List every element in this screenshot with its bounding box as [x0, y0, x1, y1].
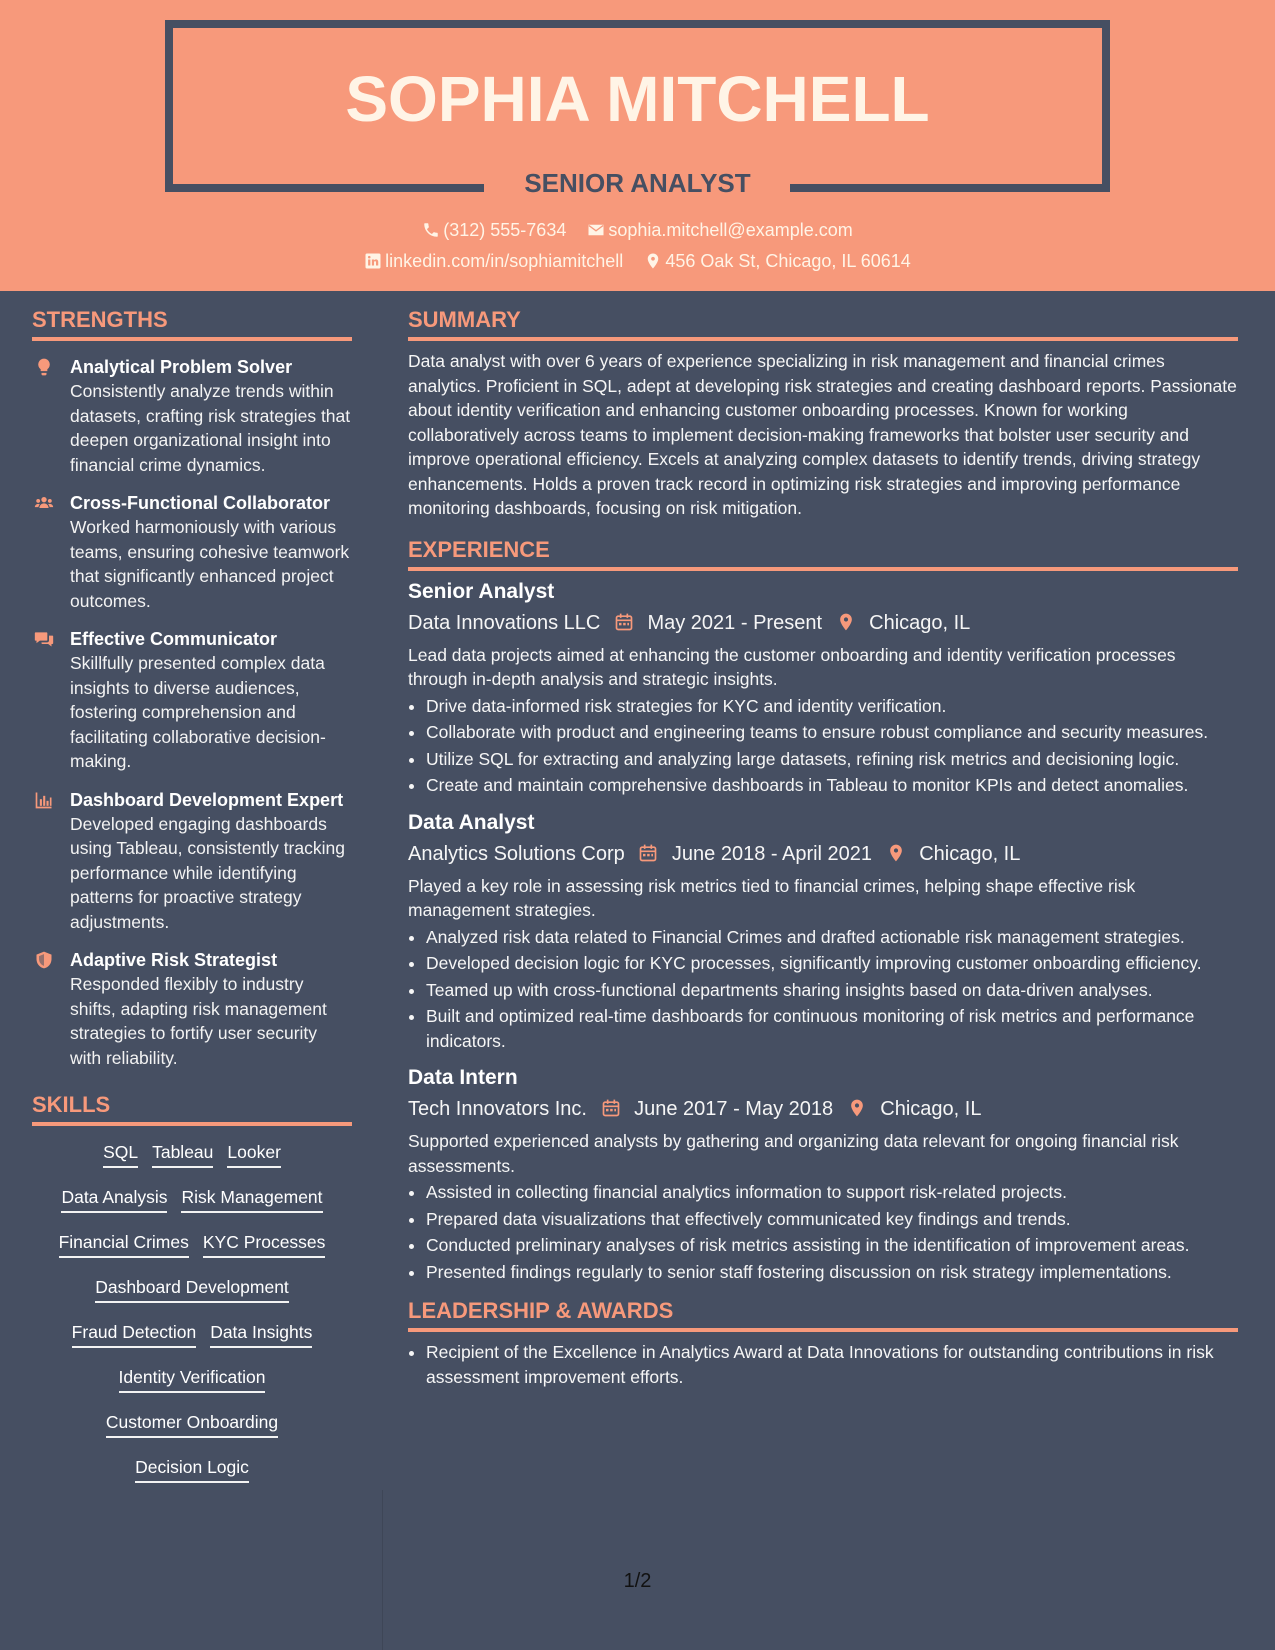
- calendar-icon: [614, 612, 634, 632]
- job-bullets: [408, 1180, 1238, 1284]
- job-description: Lead data projects aimed at enhancing the customer onboarding and identity verification processes through in-depth analysis and strategic insights.: [408, 644, 1176, 689]
- skill-tag: Data Analysis: [61, 1185, 167, 1213]
- summary-heading: SUMMARY: [408, 307, 1238, 341]
- strength-name: Cross-Functional Collaborator: [70, 493, 331, 513]
- skills-heading: SKILLS: [32, 1092, 352, 1126]
- strength-description: Responded flexibly to industry shifts, adapting risk management strategies to fortify user security with reliability.: [70, 974, 327, 1068]
- job-dates: June 2017 - May 2018: [634, 1098, 834, 1120]
- contact-row-2: [0, 251, 1275, 272]
- strength-item: [32, 491, 352, 613]
- calendar-icon: [601, 1098, 621, 1118]
- skill-row: [32, 1140, 352, 1185]
- strength-description: Worked harmoniously with various teams, ensuring cohesive teamwork that significantly enhanced project outcomes.: [70, 517, 350, 611]
- experience-heading: EXPERIENCE: [408, 537, 1238, 571]
- job-bullet: • Collaborate with product and engineering teams to ensure robust compliance and security measures.: [426, 720, 1238, 745]
- skill-tag: Financial Crimes: [59, 1230, 189, 1258]
- skill-row: [32, 1320, 352, 1365]
- job-bullet: • Teamed up with cross-functional departments sharing insights based on data-driven analyses.: [426, 978, 1238, 1003]
- strength-name: Dashboard Development Expert: [70, 789, 344, 810]
- job-meta: [408, 1093, 1238, 1125]
- skill-row: [32, 1455, 352, 1500]
- address-text: 456 Oak St, Chicago, IL 60614: [665, 251, 911, 271]
- strength-description: Skillfully presented complex data insights to diverse audiences, fostering comprehension and facilitating collaborative decision-making.: [70, 653, 326, 771]
- job-bullet: • Drive data-informed risk strategies for KYC and identity verification.: [426, 694, 1238, 719]
- job-entry: [408, 577, 1238, 798]
- skill-row: [32, 1185, 352, 1230]
- skill-row: [32, 1365, 352, 1410]
- awards-heading: LEADERSHIP & AWARDS: [408, 1298, 1238, 1332]
- job-meta: [408, 838, 1238, 870]
- candidate-name: SOPHIA MITCHELL: [345, 63, 930, 135]
- linkedin-icon: [364, 252, 382, 270]
- candidate-title: SENIOR ANALYST: [524, 168, 751, 198]
- strength-description: Consistently analyze trends within datasets, crafting risk strategies that deepen organizational insight into financial crime dynamics.: [70, 381, 351, 475]
- job-company: Tech Innovators Inc.: [408, 1098, 587, 1120]
- shield-icon: [34, 950, 54, 970]
- job-bullet: • Conducted preliminary analyses of risk metrics assisting in the identification of improvement areas.: [426, 1233, 1238, 1258]
- skill-tag: Decision Logic: [135, 1455, 249, 1483]
- skill-row: [32, 1410, 352, 1455]
- strength-item: [32, 948, 352, 1070]
- skill-tag: Fraud Detection: [72, 1320, 197, 1348]
- lightbulb-icon: [34, 357, 54, 377]
- address-contact: [644, 251, 911, 272]
- left-column: [32, 291, 352, 1500]
- strength-name: Effective Communicator: [70, 629, 278, 649]
- map-marker-icon: [886, 843, 906, 863]
- skill-tag: Identity Verification: [119, 1365, 266, 1393]
- strength-description: Developed engaging dashboards using Tableau, consistently tracking performance while identifying patterns for proactive strategy adjustments.: [70, 813, 345, 932]
- job-entry: [408, 1063, 1238, 1284]
- job-location: Chicago, IL: [880, 1098, 982, 1120]
- strength-item: [32, 355, 352, 477]
- job-bullet: • Analyzed risk data related to Financial Crimes and drafted actionable risk management strategies.: [426, 925, 1238, 950]
- skill-tag: Data Insights: [210, 1320, 312, 1348]
- job-bullet: • Utilize SQL for extracting and analyzing large datasets, refining risk metrics and decisioning logic.: [426, 747, 1238, 772]
- map-marker-icon: [847, 1098, 867, 1118]
- comments-icon: [34, 629, 54, 649]
- phone-text: (312) 555-7634: [443, 220, 567, 240]
- job-company: Analytics Solutions Corp: [408, 842, 625, 865]
- right-column: [408, 291, 1238, 1391]
- awards-list: [408, 1340, 1238, 1389]
- phone-contact[interactable]: [422, 220, 566, 241]
- job-dates: June 2018 - April 2021: [671, 842, 873, 865]
- job-bullet: • Built and optimized real-time dashboards for continuous monitoring of risk metrics and performance indicators.: [426, 1004, 1238, 1053]
- strength-name: Adaptive Risk Strategist: [70, 950, 278, 970]
- skill-tag: SQL: [103, 1140, 138, 1168]
- job-company: Data Innovations LLC: [408, 611, 601, 634]
- calendar-icon: [638, 843, 658, 863]
- users-icon: [34, 493, 54, 513]
- skill-tag: Customer Onboarding: [106, 1410, 278, 1438]
- award-item: • Recipient of the Excellence in Analytics Award at Data Innovations for outstanding contributions in risk assessment improvement efforts.: [426, 1340, 1238, 1389]
- job-bullet: • Developed decision logic for KYC processes, significantly improving customer onboarding efficiency.: [426, 951, 1238, 976]
- linkedin-contact[interactable]: [364, 251, 623, 272]
- skill-row: [32, 1230, 352, 1275]
- map-marker-icon: [836, 612, 856, 632]
- linkedin-text: linkedin.com/in/sophiamitchell: [385, 251, 624, 271]
- skill-tag: KYC Processes: [203, 1230, 326, 1258]
- job-bullet: • Prepared data visualizations that effectively communicated key findings and trends.: [426, 1207, 1238, 1232]
- skill-tag: Tableau: [152, 1140, 213, 1168]
- job-dates: May 2021 - Present: [647, 611, 822, 634]
- strength-item: [32, 788, 352, 935]
- job-entry: [408, 808, 1238, 1054]
- phone-icon: [422, 221, 440, 239]
- email-text: sophia.mitchell@example.com: [608, 220, 853, 240]
- job-title: Data Analyst: [408, 810, 535, 834]
- job-bullet: • Assisted in collecting financial analytics information to support risk-related projects.: [426, 1180, 1238, 1205]
- summary-text: Data analyst with over 6 years of experience specializing in risk management and financial crimes analytics. Proficient in SQL, adept at developing risk strategies and creating dashboard reports. Passionate about identity verification and enhancing customer onboarding processes. Known for working collaboratively across teams to implement decision-making frameworks that bolster user security and improve operational efficiency. Excels at analyzing complex datasets to identify trends, driving strategy enhancements. Holds a proven track record in optimizing risk strategies and improving performance monitoring dashboards, focusing on risk mitigation.: [408, 351, 1237, 518]
- strength-name: Analytical Problem Solver: [70, 357, 293, 377]
- job-bullet: • Create and maintain comprehensive dashboards in Tableau to monitor KPIs and detect anomalies.: [426, 773, 1238, 798]
- skill-tag: Looker: [227, 1140, 281, 1168]
- job-bullets: [408, 925, 1238, 1054]
- skill-tag: Dashboard Development: [95, 1275, 289, 1303]
- page-number: 1/2: [623, 1570, 652, 1592]
- resume-header: [0, 0, 1275, 291]
- job-description: Played a key role in assessing risk metrics tied to financial crimes, helping shape effective risk management strategies.: [408, 875, 1136, 920]
- skills-list: [32, 1140, 352, 1500]
- email-contact[interactable]: [587, 220, 852, 241]
- skill-row: [32, 1275, 352, 1320]
- job-bullet: • Presented findings regularly to senior staff fostering discussion on risk strategy implementations.: [426, 1260, 1238, 1285]
- job-title: Data Intern: [408, 1066, 518, 1089]
- map-marker-icon: [644, 252, 662, 270]
- job-location: Chicago, IL: [869, 611, 971, 634]
- envelope-icon: [587, 221, 605, 239]
- bar-chart-icon: [34, 790, 54, 810]
- job-location: Chicago, IL: [919, 842, 1021, 865]
- job-meta: [408, 607, 1238, 639]
- strength-item: [32, 627, 352, 774]
- job-bullets: [408, 694, 1238, 798]
- job-description: Supported experienced analysts by gathering and organizing data relevant for ongoing financial risk assessments.: [408, 1131, 1179, 1176]
- job-title: Senior Analyst: [408, 579, 555, 603]
- strengths-heading: STRENGTHS: [32, 307, 352, 341]
- contact-row-1: [0, 220, 1275, 241]
- skill-tag: Risk Management: [181, 1185, 322, 1213]
